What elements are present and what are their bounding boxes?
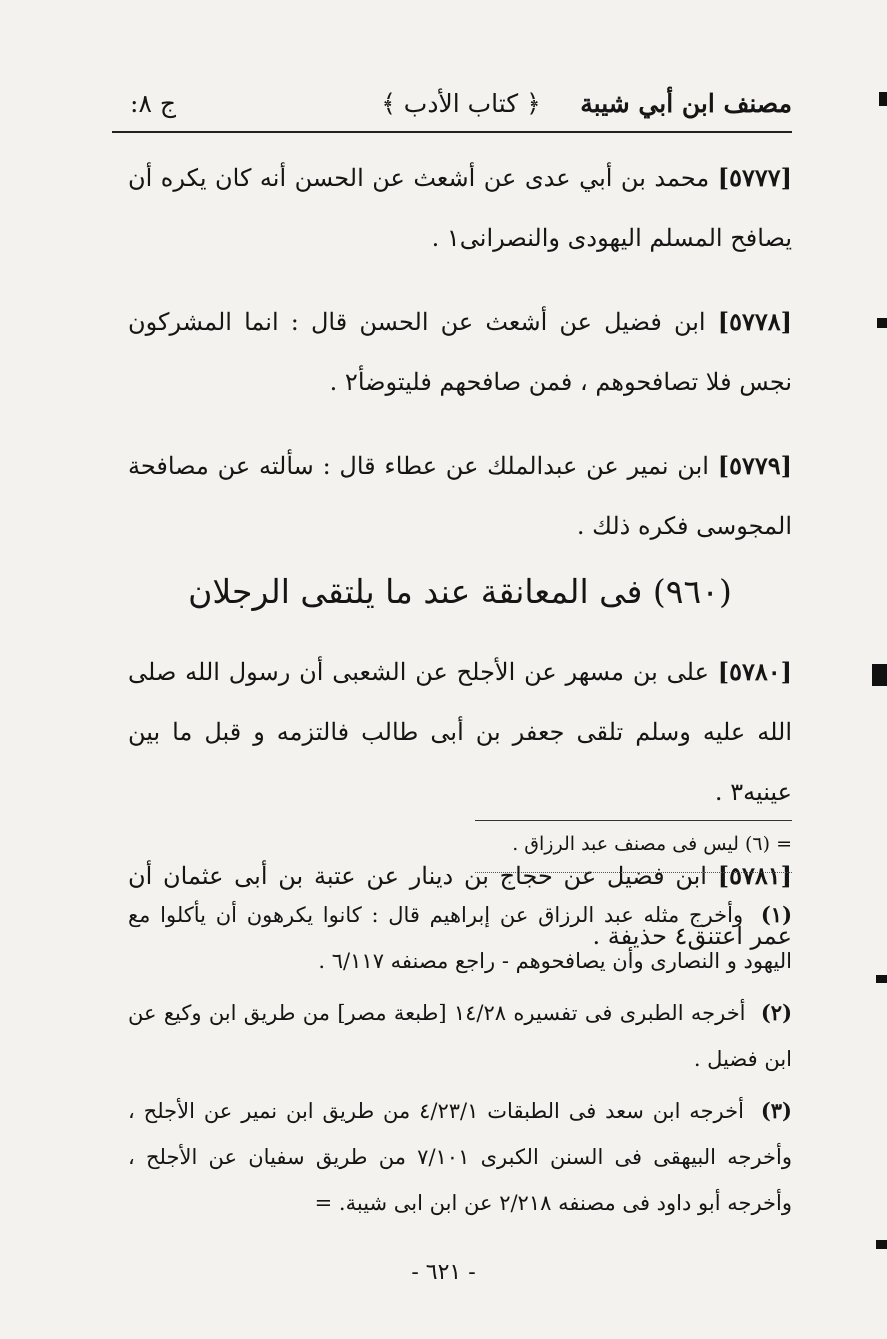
footnote-divider xyxy=(475,872,792,873)
book-title: مصنف ابن أبي شيبة xyxy=(580,89,792,118)
entry-number: [٥٧٨١] xyxy=(717,861,792,890)
scan-mark xyxy=(876,1240,887,1249)
carried-footnote: = (٦) ليس فى مصنف عبد الرزاق . xyxy=(512,833,792,855)
entry-text: ابن نمير عن عبدالملك عن عطاء قال : سألته عن مصافحة المجوسى فكره ذلك . xyxy=(128,452,792,540)
entry-text: على بن مسهر عن الأجلح عن الشعبى أن رسول الله صلى الله عليه وسلم تلقى جعفر بن أبى طالب فالتزمه و قبل ما بين عينيه٣ . xyxy=(128,658,792,806)
footnote-number: (١) xyxy=(760,902,792,927)
entry-number: [٥٧٧٧] xyxy=(717,163,792,192)
entry-number: [٥٧٧٨] xyxy=(717,307,792,336)
footnote xyxy=(128,1088,792,1226)
scan-mark xyxy=(876,975,887,983)
scan-mark xyxy=(872,664,887,686)
footnote-number: (٢) xyxy=(760,1000,792,1025)
section-heading: (٩٦٠) فى المعانقة عند ما يلتقى الرجلان xyxy=(188,572,732,611)
entry-text: محمد بن أبي عدى عن أشعث عن الحسن أنه كان يكره أن يصافح المسلم اليهودى والنصرانى١ . xyxy=(128,164,792,252)
entry-number: [٥٧٨٠] xyxy=(717,657,792,686)
entry-text: ابن فضيل عن حجاج بن دينار عن عتبة بن أبى عثمان أن عمر اعتنق٤ حذيفة . xyxy=(128,862,792,950)
hadith-entry xyxy=(128,436,792,556)
running-header xyxy=(130,84,792,128)
hadith-entry xyxy=(128,148,792,268)
hadith-entry xyxy=(128,642,792,822)
footnote-number: (٣) xyxy=(760,1098,792,1123)
chapter-title: ﴿ كتاب الأدب ﴾ xyxy=(381,89,541,118)
footnote-text: وأخرج مثله عبد الرزاق عن إبراهيم قال : كانوا يكرهون أن يأكلوا مع اليهود و النصارى وأن يصافحوهم - راجع مصنفه ٦/١١٧ . xyxy=(128,903,792,973)
header-rule xyxy=(112,131,792,133)
scan-mark xyxy=(879,92,887,106)
footnote-text: أخرجه ابن سعد فى الطبقات ٤/٢٣/١ من طريق ابن نمير عن الأجلح ، وأخرجه البيهقى فى السنن الكبرى ٧/١٠١ من طريق سفيان عن الأجلح ، وأخرجه أبو داود فى مصنفه ٢/٢١٨ عن ابن ابى شيبة. = xyxy=(128,1099,792,1215)
footnote xyxy=(128,990,792,1082)
footnote-text: أخرجه الطبرى فى تفسيره ١٤/٢٨ [طبعة مصر] من طريق ابن وكيع عن ابن فضيل . xyxy=(128,1001,792,1071)
entry-text: ابن فضيل عن أشعث عن الحسن قال : انما المشركون نجس فلا تصافحوهم ، فمن صافحهم فليتوضأ٢ . xyxy=(128,308,792,396)
volume-number: ج ٨: xyxy=(130,89,176,118)
footnotes xyxy=(128,892,792,1226)
footnote xyxy=(128,892,792,984)
footnote-rule xyxy=(475,820,792,821)
entry-number: [٥٧٧٩] xyxy=(717,451,792,480)
page-number: - ٦٢١ - xyxy=(411,1260,476,1285)
hadith-entry xyxy=(128,292,792,412)
scan-mark xyxy=(877,318,887,328)
